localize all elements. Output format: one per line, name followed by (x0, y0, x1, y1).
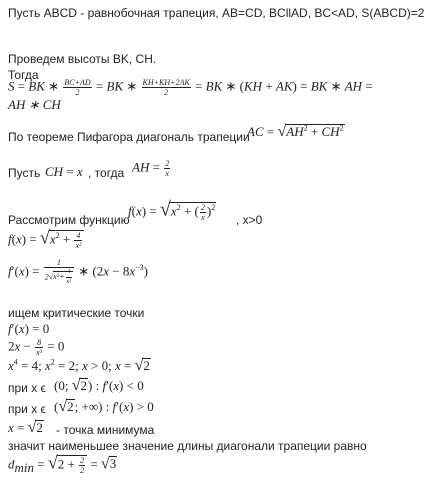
diagonal-formula: AC = $√AH^2 + CH^2$ (247, 123, 344, 140)
problem-statement: Пусть ABCD - равнобочная трапеция, AB=CD, BCllAD, BC<AD, S(ABCD)=2 (8, 6, 425, 20)
domain-text: , x>0 (236, 213, 263, 227)
interval-2-label: при x ϵ (8, 402, 46, 416)
interval-1-label: при x ϵ (8, 381, 46, 395)
conclusion-formula: $d_{min} = √2$ + $\frac{2}{2}$ = √3 (8, 452, 117, 476)
then-comma: , тогда (88, 166, 125, 180)
derivative-formula: f′(x) = 1 2√x²+ $\frac{4}{\text{x²}}$ ∗ $(2x - 8x^{-3})$ (8, 258, 148, 285)
function-def: $f(x) = √x^2$ + ( $\frac{2}{x}$ )$^2$ (128, 198, 216, 222)
area-formula-tail: AH ∗ CH (8, 97, 61, 112)
min-point-text: - точка минимума (56, 423, 155, 437)
ah-formula: AH = $\frac{2}{x}$ (132, 159, 170, 178)
min-point-formula: x = √2 (8, 419, 43, 436)
interval-1-formula: (0; √2) : f′(x) < 0 (54, 377, 144, 394)
pythagoras-text: По теореме Пифагора диагональ трапеции (8, 130, 250, 144)
consider-text: Рассмотрим функцию (8, 213, 130, 227)
then-word: Тогда (8, 68, 39, 82)
critical-eq-2: 2x − $\frac{8}{\text{x³}}$ = 0 (8, 338, 65, 357)
function-simplified: $f(x) = √x^2$ + $\frac{4}{\text{x²}}$ (8, 230, 84, 250)
area-formula: S = BK ∗ $\frac{BC+AD}{2}$ = BK ∗ $\frac{KH+KH+2AK}{2}$ = BK ∗ (KH + AK) = BK ∗ AH = (8, 78, 373, 97)
heights-statement: Проведем высоты BK, CH. (8, 52, 157, 66)
critical-eq-3: $x^4 = 4$; $x^2 = 2$; x > 0; x = √2 (8, 357, 150, 374)
let-text: Пусть (8, 166, 41, 180)
interval-2-formula: (√2; +∞) : f′(x) > 0 (54, 398, 154, 415)
critical-eq-1: f′(x) = 0 (8, 321, 50, 336)
conclusion-text: значит наименьшее значение длины диагонали трапеции равно (8, 439, 367, 453)
let-formula: CH = x (45, 164, 83, 179)
critical-text: ищем критические точки (8, 306, 145, 320)
